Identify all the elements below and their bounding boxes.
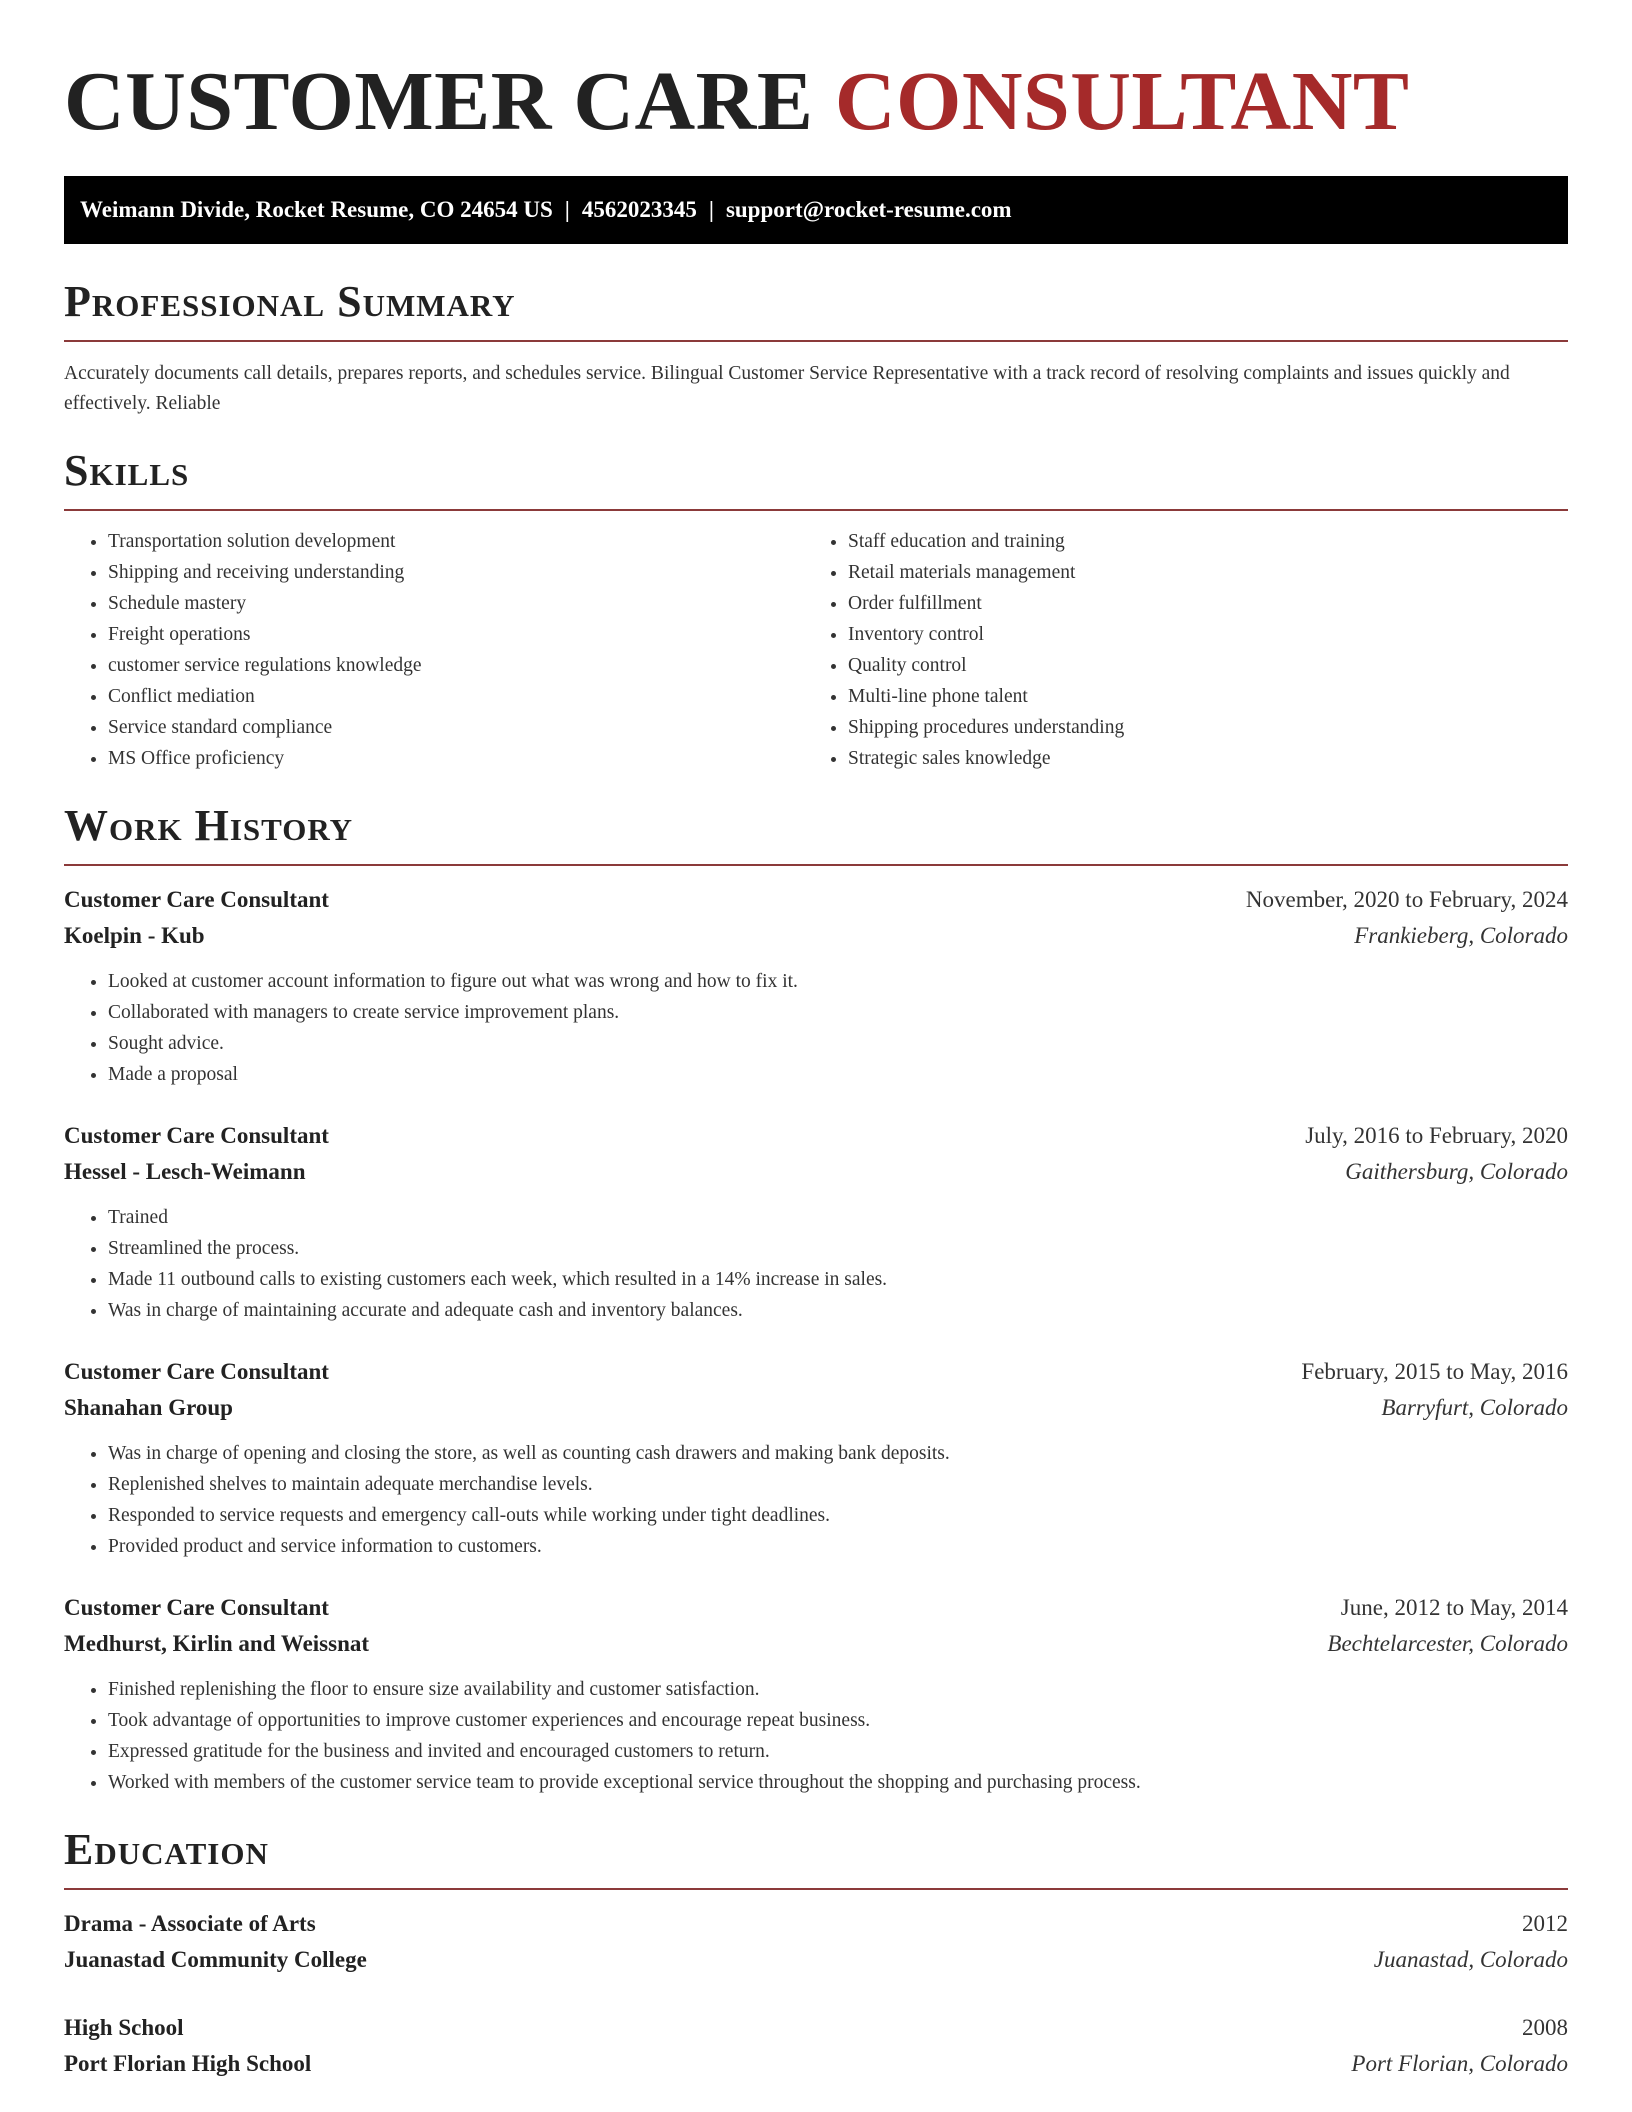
resume-page [64,52,1568,2082]
section-title-summary: Professional Summary [64,277,516,326]
title-primary: CUSTOMER CARE [64,55,814,148]
job-dates: June, 2012 to May, 2014 [1340,1595,1568,1620]
job-bullet: • Made 11 outbound calls to existing customers each week, which resulted in a 14% increase in sales. [108,1264,1568,1295]
skill-item: • Service standard compliance [108,712,804,743]
section-divider [64,509,1568,511]
job-company-row [64,1154,1568,1190]
job-title: Customer Care Consultant [64,887,329,912]
job-title: Customer Care Consultant [64,1359,329,1384]
skill-item: • MS Office proficiency [108,743,804,774]
job-location: Gaithersburg, Colorado [1345,1159,1568,1184]
job-bullets [64,966,1568,1090]
job-dates: November, 2020 to February, 2024 [1245,887,1568,912]
job-company: Medhurst, Kirlin and Weissnat [64,1631,370,1656]
job-bullet: • Made a proposal [108,1059,1568,1090]
job-header-row [64,882,1568,918]
job-entry [64,1118,1568,1326]
education-school-row [64,2046,1568,2082]
job-title: Customer Care Consultant [64,1123,329,1148]
job-company-row [64,1626,1568,1662]
resume-title [64,52,1568,152]
skill-item: • Strategic sales knowledge [848,743,1544,774]
job-entry [64,1590,1568,1798]
contact-separator: | [564,197,570,222]
skill-item: • Schedule mastery [108,588,804,619]
section-title-education: Education [64,1825,269,1874]
skill-item: • Staff education and training [848,526,1544,557]
job-company-row [64,1390,1568,1426]
job-location: Frankieberg, Colorado [1354,923,1568,948]
education-school: Juanastad Community College [64,1947,367,1972]
job-bullet: • Worked with members of the customer service team to provide exceptional service throughout the shopping and purchasing process. [108,1767,1568,1798]
education-degree: Drama - Associate of Arts [64,1911,316,1936]
work-history-section [64,800,1568,1798]
job-bullet: • Provided product and service information to customers. [108,1531,1568,1562]
skill-item: • Multi-line phone talent [848,681,1544,712]
job-location: Barryfurt, Colorado [1381,1395,1568,1420]
section-title-work-history: Work History [64,801,354,850]
job-title: Customer Care Consultant [64,1595,329,1620]
education-year: 2012 [1522,1911,1568,1936]
job-location: Bechtelarcester, Colorado [1327,1631,1568,1656]
job-header-row [64,1590,1568,1626]
job-bullets [64,1674,1568,1798]
job-bullet: • Expressed gratitude for the business and invited and encouraged customers to return. [108,1736,1568,1767]
job-company: Shanahan Group [64,1395,233,1420]
education-header-row [64,1906,1568,1942]
section-divider [64,864,1568,866]
job-bullet: • Replenished shelves to maintain adequate merchandise levels. [108,1469,1568,1500]
education-location: Port Florian, Colorado [1351,2051,1568,2076]
job-bullet: • Streamlined the process. [108,1233,1568,1264]
contact-bar [64,176,1568,244]
title-accent: CONSULTANT [834,55,1410,148]
skill-item: • Shipping and receiving understanding [108,557,804,588]
job-entry [64,882,1568,1090]
skills-column-left [64,526,804,774]
job-company: Hessel - Lesch-Weimann [64,1159,306,1184]
skills-grid [64,526,1568,774]
job-dates: February, 2015 to May, 2016 [1301,1359,1568,1384]
job-header-row [64,1118,1568,1154]
skills-list-right [804,526,1544,774]
summary-section [64,276,1568,419]
job-bullet: • Took advantage of opportunities to improve customer experiences and encourage repeat business. [108,1705,1568,1736]
skills-column-right [804,526,1544,774]
job-dates: July, 2016 to February, 2020 [1305,1123,1568,1148]
job-bullet: • Trained [108,1202,1568,1233]
education-degree: High School [64,2015,184,2040]
section-divider [64,1888,1568,1890]
education-year: 2008 [1522,2015,1568,2040]
skill-item: • customer service regulations knowledge [108,650,804,681]
job-bullets [64,1202,1568,1326]
skills-list-left [64,526,804,774]
job-bullet: • Looked at customer account information to figure out what was wrong and how to fix it. [108,966,1568,997]
job-entry [64,1354,1568,1562]
skill-item: • Freight operations [108,619,804,650]
job-header-row [64,1354,1568,1390]
summary-text: Accurately documents call details, prepares reports, and schedules service. Bilingual Customer Service Representative with a track record of resolving complaints and issues quickly and effectively. Reliable [64,363,1510,414]
job-company-row [64,918,1568,954]
contact-email[interactable]: support@rocket-resume.com [725,197,1012,222]
job-bullet: • Was in charge of maintaining accurate and adequate cash and inventory balances. [108,1295,1568,1326]
contact-phone[interactable]: 4562023345 [581,197,697,222]
education-school-row [64,1942,1568,1978]
skill-item: • Retail materials management [848,557,1544,588]
skill-item: • Inventory control [848,619,1544,650]
education-entry [64,1906,1568,1978]
section-divider [64,340,1568,342]
job-bullet: • Was in charge of opening and closing the store, as well as counting cash drawers and making bank deposits. [108,1438,1568,1469]
skills-section [64,445,1568,774]
section-title-skills: Skills [64,446,190,495]
skill-item: • Quality control [848,650,1544,681]
skill-item: • Conflict mediation [108,681,804,712]
skill-item: • Transportation solution development [108,526,804,557]
skill-item: • Shipping procedures understanding [848,712,1544,743]
education-section [64,1824,1568,2082]
education-school: Port Florian High School [64,2051,312,2076]
job-bullets [64,1438,1568,1562]
contact-address: Weimann Divide, Rocket Resume, CO 24654 US [80,197,553,222]
job-bullet: • Finished replenishing the floor to ensure size availability and customer satisfaction. [108,1674,1568,1705]
contact-separator: | [708,197,714,222]
skill-item: • Order fulfillment [848,588,1544,619]
job-bullet: • Collaborated with managers to create service improvement plans. [108,997,1568,1028]
job-company: Koelpin - Kub [64,923,205,948]
education-header-row [64,2010,1568,2046]
education-entry [64,2010,1568,2082]
job-bullet: • Responded to service requests and emergency call-outs while working under tight deadlines. [108,1500,1568,1531]
job-bullet: • Sought advice. [108,1028,1568,1059]
education-location: Juanastad, Colorado [1373,1947,1568,1972]
